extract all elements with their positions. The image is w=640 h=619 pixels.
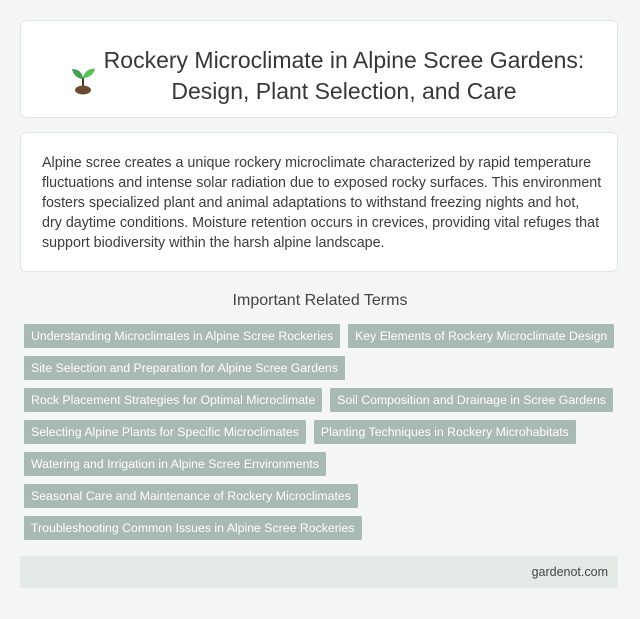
related-term-tag[interactable]: Site Selection and Preparation for Alpine Scree Gardens bbox=[24, 356, 345, 380]
related-term-tag[interactable]: Selecting Alpine Plants for Specific Microclimates bbox=[24, 420, 306, 444]
related-term-tag[interactable]: Troubleshooting Common Issues in Alpine Scree Rockeries bbox=[24, 516, 362, 540]
related-term-tag[interactable]: Key Elements of Rockery Microclimate Design bbox=[348, 324, 614, 348]
related-terms-list bbox=[24, 324, 614, 548]
related-term-tag[interactable]: Rock Placement Strategies for Optimal Microclimate bbox=[24, 388, 322, 412]
related-term-tag[interactable]: Soil Composition and Drainage in Scree Gardens bbox=[330, 388, 613, 412]
related-term-tag[interactable]: Planting Techniques in Rockery Microhabitats bbox=[314, 420, 576, 444]
related-term-tag[interactable]: Seasonal Care and Maintenance of Rockery Microclimates bbox=[24, 484, 358, 508]
related-term-tag[interactable]: Watering and Irrigation in Alpine Scree Environments bbox=[24, 452, 326, 476]
description-card bbox=[20, 132, 618, 272]
footer bbox=[20, 556, 618, 588]
related-terms-heading: Important Related Terms bbox=[232, 292, 408, 309]
title-card bbox=[20, 20, 618, 118]
page-title: Rockery Microclimate in Alpine Scree Gardens: Design, Plant Selection, and Care bbox=[103, 47, 585, 104]
related-term-tag[interactable]: Understanding Microclimates in Alpine Scree Rockeries bbox=[24, 324, 340, 348]
site-link[interactable]: gardenot.com bbox=[531, 565, 608, 579]
description-text: Alpine scree creates a unique rockery microclimate characterized by rapid temperature fluctuations and intense solar radiation due to exposed rocky surfaces. This environment fosters specialized plant and animal adaptations to withstand freezing nights and hot, dry daytime conditions. Moisture retention occurs in crevices, providing vital refuges that support biodiversity within the harsh alpine landscape. bbox=[42, 155, 602, 251]
